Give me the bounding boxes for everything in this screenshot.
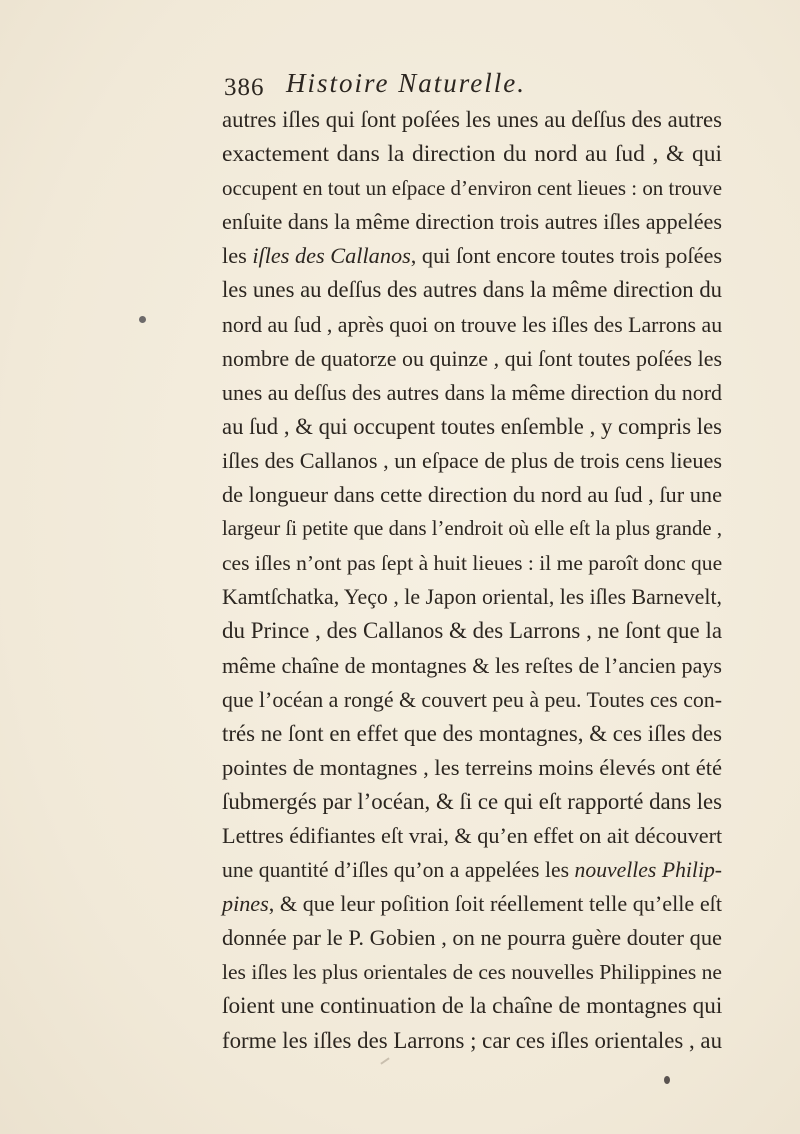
text-segment: ſoient une continuation de la chaîne de montagnes qui bbox=[222, 993, 723, 1020]
page-number: 386 bbox=[224, 74, 265, 101]
text-segment: donnée par le P. Gobien , on ne pourra guère douter que bbox=[222, 925, 722, 951]
text-line bbox=[222, 887, 722, 921]
text-line bbox=[222, 819, 722, 853]
text-segment: nombre de quatorze ou quinze , qui ſont toutes poſées les bbox=[222, 345, 722, 371]
text-segment: au ſud , & qui occupent toutes enſemble , y compris les bbox=[222, 413, 722, 439]
text-line bbox=[222, 478, 722, 512]
text-line bbox=[222, 239, 722, 273]
text-segment: Kamtſchatka, Yeço , le Japon oriental, les iſles Barnevelt, bbox=[222, 585, 722, 610]
text-line bbox=[222, 273, 722, 307]
text-line bbox=[222, 205, 722, 239]
text-segment: ces iſles n’ont pas ſept à huit lieues : il me paroît donc que bbox=[222, 551, 723, 576]
text-line bbox=[222, 103, 722, 137]
text-line bbox=[222, 308, 722, 342]
text-line bbox=[222, 989, 722, 1023]
body-text bbox=[222, 103, 722, 1058]
paper-mark bbox=[380, 1057, 389, 1064]
text-segment: les bbox=[222, 243, 253, 269]
text-line bbox=[222, 751, 722, 785]
text-segment: les unes au deſſus des autres dans la même direction du bbox=[222, 277, 722, 303]
text-segment: forme les iſles des Larrons ; car ces iſles orientales , au bbox=[222, 1027, 722, 1053]
text-segment: unes au deſſus des autres dans la même direction du nord bbox=[222, 379, 722, 405]
text-segment: autres iſles qui ſont poſées les unes au deſſus des autres bbox=[222, 107, 722, 132]
text-line bbox=[222, 342, 722, 376]
text-segment: trés ne ſont en effet que des montagnes, & ces iſles des bbox=[222, 720, 722, 746]
text-segment: enſuite dans la même direction trois autres iſles appelées bbox=[222, 209, 722, 235]
text-segment: Lettres édifiantes eſt vrai, & qu’en effet on ait découvert bbox=[222, 822, 723, 848]
text-segment: exactement dans la direction du nord au ſud , & qui bbox=[222, 141, 722, 168]
italic-text: nouvelles Philip- bbox=[574, 858, 722, 883]
text-segment: de longueur dans cette direction du nord au ſud , ſur une bbox=[222, 482, 722, 508]
text-segment: occupent en tout un eſpace d’environ cent lieues : on trouve bbox=[222, 176, 722, 201]
text-line bbox=[222, 955, 722, 989]
text-line bbox=[222, 546, 722, 580]
text-segment: , qui ſont encore toutes trois poſées bbox=[410, 243, 723, 269]
text-line bbox=[222, 376, 722, 410]
text-segment: même chaîne de montagnes & les reſtes de l’ancien pays bbox=[222, 652, 722, 678]
text-segment: largeur ſi petite que dans l’endroit où elle eſt la plus grande , bbox=[222, 518, 722, 541]
text-line bbox=[222, 137, 722, 171]
text-segment: iſles des Callanos , un eſpace de plus de trois cens lieues bbox=[222, 447, 722, 473]
text-line bbox=[222, 785, 722, 819]
italic-text: pines bbox=[222, 891, 269, 917]
margin-ink-spot bbox=[139, 316, 146, 323]
text-line bbox=[222, 444, 722, 478]
text-segment: que l’océan a rongé & couvert peu à peu. Toutes ces con- bbox=[222, 687, 722, 712]
text-line bbox=[222, 683, 722, 717]
ink-spot bbox=[664, 1076, 670, 1084]
text-segment: les iſles les plus orientales de ces nouvelles Philippines ne bbox=[222, 960, 722, 985]
text-line bbox=[222, 1024, 722, 1058]
text-line bbox=[222, 512, 722, 546]
text-line bbox=[222, 649, 722, 683]
text-line bbox=[222, 580, 722, 614]
running-title: Histoire Naturelle. bbox=[286, 68, 526, 98]
text-segment: une quantité d’iſles qu’on a appelées les bbox=[222, 858, 575, 883]
text-line bbox=[222, 717, 722, 751]
text-line bbox=[222, 853, 722, 887]
italic-text: iſles des Callanos bbox=[252, 243, 411, 269]
page-header bbox=[224, 68, 724, 108]
text-line bbox=[222, 921, 722, 955]
text-line bbox=[222, 410, 722, 444]
text-segment: nord au ſud , après quoi on trouve les iſles des Larrons au bbox=[222, 312, 723, 337]
text-line bbox=[222, 171, 722, 205]
text-segment: du Prince , des Callanos & des Larrons , ne ſont que la bbox=[222, 618, 722, 644]
text-segment: , & que leur poſition ſoit réellement telle qu’elle eſt bbox=[268, 891, 722, 917]
text-segment: pointes de montagnes , les terreins moins élevés ont été bbox=[222, 754, 722, 780]
text-line bbox=[222, 614, 722, 648]
text-segment: ſubmergés par l’océan, & ſi ce qui eſt rapporté dans les bbox=[222, 788, 723, 814]
